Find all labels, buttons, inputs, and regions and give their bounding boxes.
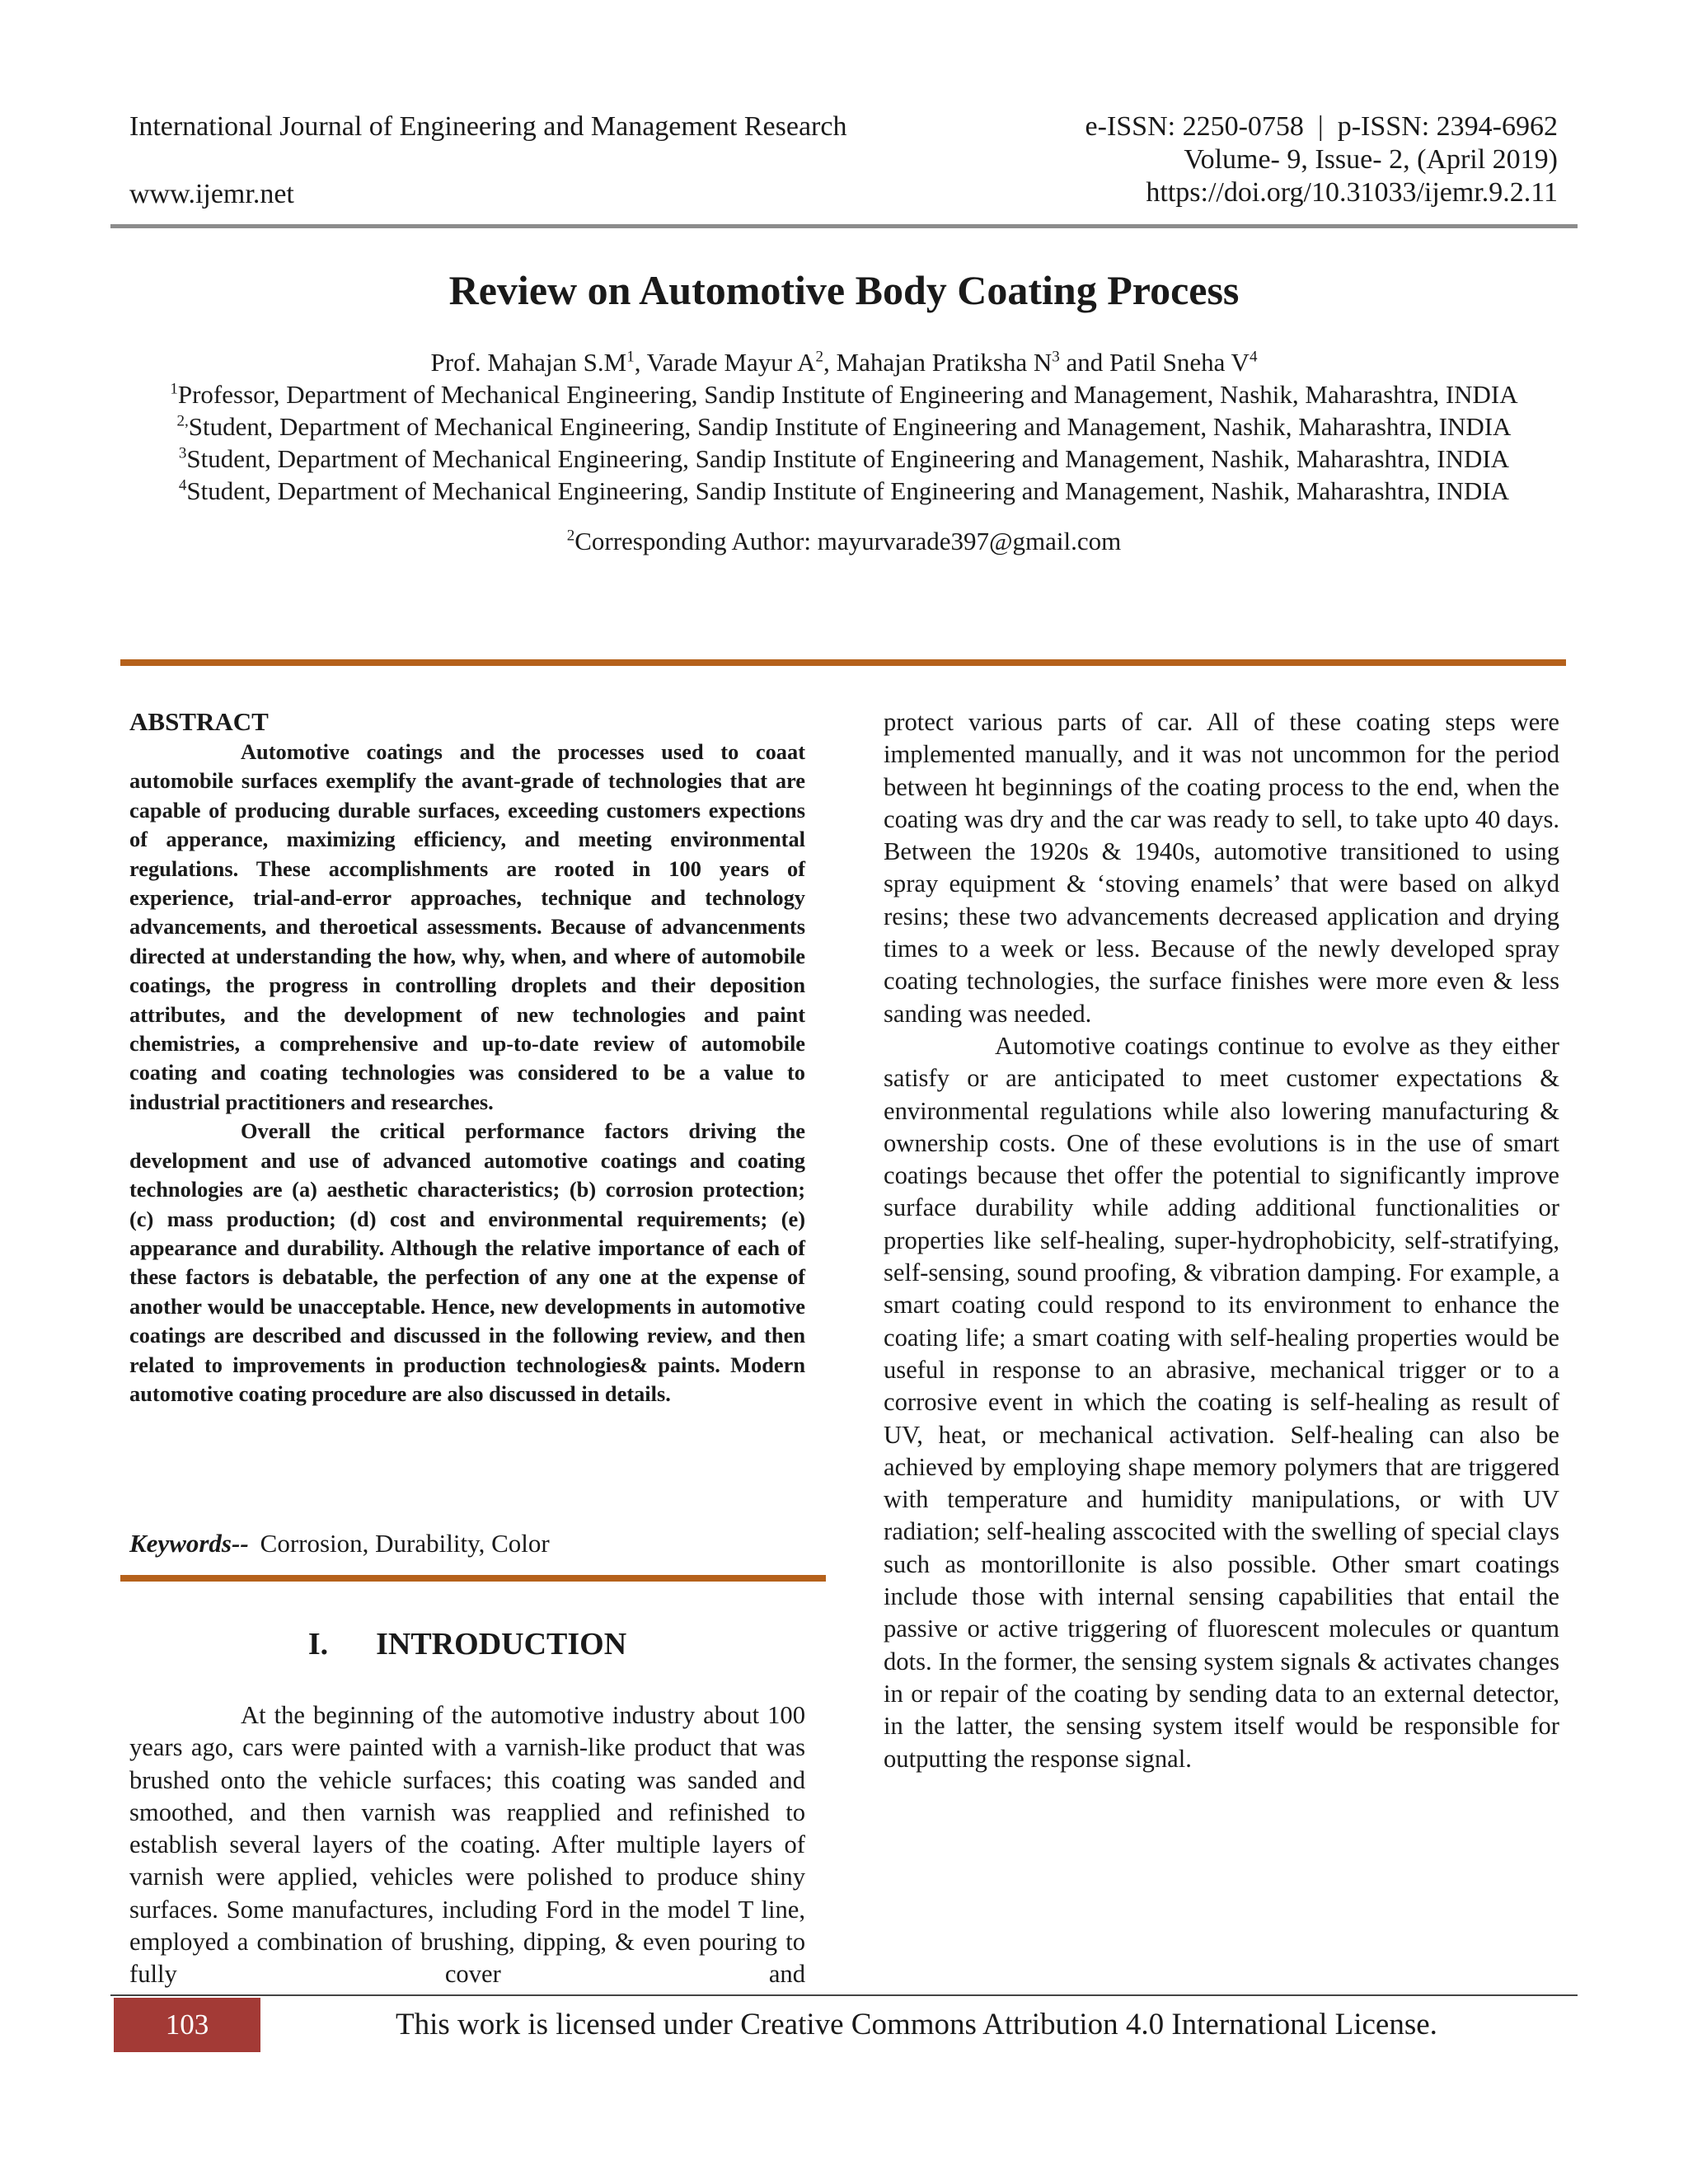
author-block	[115, 346, 1573, 557]
journal-header-right	[1085, 110, 1558, 209]
body-paragraph: protect various parts of car. All of these coating steps were implemented manually, and it was not uncommon for the period between ht beginnings of the coating process to the end, when the coating was dry and the car was ready to sell, to take upto 40 days. Between the 1920s & 1940s, automotive transitioned to using spray equipment & ‘stoving enamels’ that were based on alkyd resins; these two advancements decreased application and drying times to a week or less. Because of the newly developed spray coating technologies, the surface finishes were more even & less sanding was needed.	[884, 708, 1559, 1028]
author-marker: 2	[815, 348, 824, 366]
body-paragraph: At the beginning of the automotive industry about 100 years ago, cars were painted with a varnish-like product that was brushed onto the vehicle surfaces; this coating was sanded and smoothed, and then varnish was reapplied and refinished to establish several layers of the coating. After multiple layers of varnish were applied, vehicles were polished to produce shiny surfaces. Some manufactures, including Ford in the model T line, employed a combination of brushing, dipping, & even pouring to fully cover and	[129, 1701, 805, 1989]
author-marker: 4	[1249, 348, 1258, 366]
license-notice: This work is licensed under Creative Commons Attribution 4.0 International License.	[396, 2008, 1437, 2041]
affiliation-marker: 2	[566, 527, 575, 545]
title-divider	[120, 659, 1566, 666]
author-list	[115, 346, 1573, 378]
journal-header-left	[129, 110, 846, 211]
author-name: , Mahajan Pratiksha N	[823, 348, 1053, 377]
affiliation-2	[115, 410, 1573, 443]
author-name: and Patil Sneha V	[1059, 348, 1250, 377]
affiliation-text: Student, Department of Mechanical Engineering, Sandip Institute of Engineering and Management, Nashik, Maharashtra, INDIA	[186, 444, 1510, 473]
affiliation-3	[91, 443, 1597, 475]
abstract-heading: ABSTRACT	[129, 707, 269, 736]
abstract-paragraph: Automotive coatings and the processes used to coaat automobile surfaces exemplify the avant-grade of technologies that are capable of producing durable surfaces, exceeding customers expections of apperance, maximizing efficiency, and meeting environmental regulations. These accomplishments are rooted in 100 years of experience, trial-and-error approaches, technique and technology advancements, and theroetical assessments. Because of advancenments directed at understanding the how, why, when, and where of automobile coatings, the progress in controlling droplets and their deposition attributes, and the development of new technologies and paint chemistries, a comprehensive and up-to-date review of automobile coating and coating technologies was considered to be a value to industrial practitioners and researches.	[129, 739, 805, 1114]
abstract-paragraph: Overall the critical performance factors driving the development and use of advanced automotive coatings and coating technologies are (a) aesthetic characteristics; (b) corrosion protection; (c) mass production; (d) cost and environmental requirements; (e) appearance and durability. Although the relative importance of each of these factors is debatable, the perfection of any one at the expense of another would be unacceptable. Hence, new developments in automotive coatings are described and discussed in the following review, and then related to improvements in production technologies& paints. Modern automotive coating procedure are also discussed in details.	[129, 1118, 805, 1406]
affiliation-1	[115, 378, 1573, 410]
volume-line: Volume- 9, Issue- 2, (April 2019)	[1184, 144, 1558, 175]
keywords-value: Corrosion, Durability, Color	[260, 1529, 550, 1558]
affiliation-marker: 2,	[176, 412, 189, 430]
abstract-section	[129, 706, 805, 1408]
section-number: I.	[307, 1627, 329, 1661]
author-name: Prof. Mahajan S.M	[430, 348, 627, 377]
body-paragraph: Automotive coatings continue to evolve as they either satisfy or are anticipated to meet customer expectations & environmental regulations while also lowering manufacturing & ownership costs. One of these evolutions is in the use of smart coatings because thet offer the potential to significantly improve surface durability while adding additional functionalities or properties like self-healing, super-hydrophobicity, self-stratifying, self-sensing, sound proofing, & vibration damping. For example, a smart coating could respond to its environment to enhance the coating life; a smart coating with self-healing properties would be useful in response to an abrasive, mechanical trigger or to a corrosive event in which the coating is self-healing as result of UV, heat, or mechanical activation. Self-healing can also be achieved by employing shape memory polymers that are triggered with temperature and humidity manipulations, or with UV radiation; self-healing asscocited with the swelling of special clays such as montorillonite is also possible. Other smart coatings include those with internal sensing capabilities that entail the passive or active triggering of fluorescent molecules or quantum dots. In the former, the sensing system signals & activates changes in or repair of the coating by sending data to an external detector, in the latter, the sensing system itself would be responsible for outputting the response signal.	[884, 1031, 1559, 1773]
keywords-divider	[120, 1575, 826, 1582]
section-heading-introduction	[129, 1625, 805, 1663]
affiliation-text: Student, Department of Mechanical Engineering, Sandip Institute of Engineering and Management, Nashik, Maharashtra, INDIA	[188, 412, 1512, 441]
corresponding-author	[115, 525, 1573, 557]
journal-name: International Journal of Engineering and Management Research	[129, 111, 847, 142]
affiliation-text: Student, Department of Mechanical Engineering, Sandip Institute of Engineering and Management, Nashik, Maharashtra, INDIA	[186, 476, 1510, 505]
affiliation-marker: 4	[178, 476, 187, 494]
affiliation-marker: 3	[178, 444, 187, 462]
affiliation-4	[91, 475, 1597, 507]
footer-divider	[110, 1994, 1578, 1996]
keywords-line	[129, 1528, 550, 1559]
corresponding-author-text: Corresponding Author: mayurvarade397@gmail.com	[574, 527, 1122, 555]
author-name: , Varade Mayur A	[634, 348, 816, 377]
affiliation-marker: 1	[170, 380, 178, 398]
affiliation-text: Professor, Department of Mechanical Engineering, Sandip Institute of Engineering and Management, Nashik, Maharashtra, INDIA	[177, 380, 1518, 409]
header-divider	[110, 224, 1578, 228]
issn-line: e-ISSN: 2250-0758 | p-ISSN: 2394-6962	[1085, 111, 1558, 142]
journal-website[interactable]: www.ijemr.net	[129, 179, 294, 209]
author-marker: 3	[1052, 348, 1060, 366]
keywords-label: Keywords--	[129, 1529, 249, 1558]
page-number: 103	[114, 1998, 260, 2052]
section-title: INTRODUCTION	[376, 1627, 627, 1661]
paper-title: Review on Automotive Body Coating Process	[448, 267, 1240, 313]
author-marker: 1	[626, 348, 635, 366]
doi-link[interactable]: https://doi.org/10.31033/ijemr.9.2.11	[1146, 177, 1558, 208]
introduction-right	[884, 706, 1559, 1775]
introduction-left	[129, 1699, 805, 1991]
